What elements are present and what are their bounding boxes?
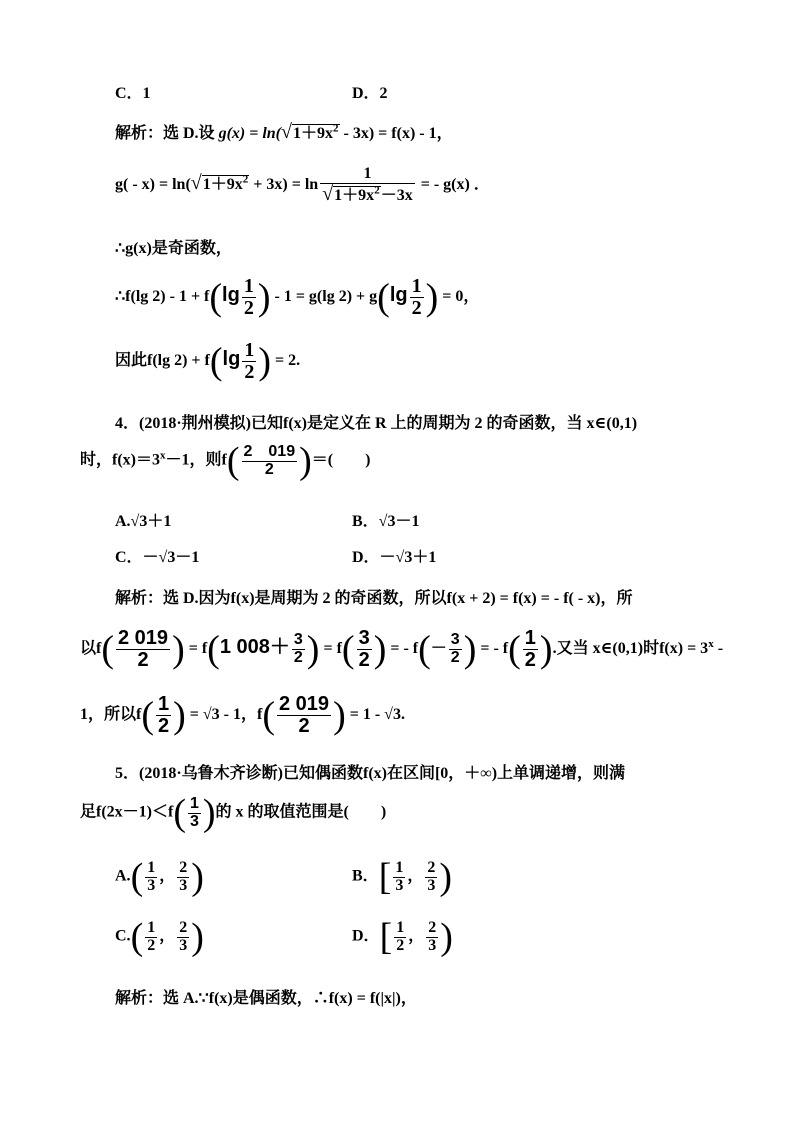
q3-solution-line-2: $g( - x) = \ln(√1+9x^2 + 3x) = \ln$ $\frac{1}{√1+9x^2-3x}$ = - g(x) ． (115, 165, 490, 205)
q3-solution-line-1: 解析：选 D.设 $g(x) = \ln(√1+9x^2 - 3x) = f(x) - 1$， (115, 121, 453, 143)
q5-stem-line-2: 足f(2x－1)＜f( $\frac{1}{3}$ )的 x 的取值范围是( ) (80, 792, 387, 834)
q5-option-c: C.( $\frac{1}{2}$ ， $\frac{2}{3}$ ) (115, 916, 204, 958)
q4-solution-line-3: 1，所以f( $\frac{1}{2}$ ) = √3 - 1，f( $\frac{2 019}{2}$ ) = 1 - √3. (80, 693, 405, 737)
q5-option-b: B．[ $\frac{1}{3}$ ， $\frac{2}{3}$ ) (352, 856, 453, 898)
q5-option-a: A.( $\frac{1}{3}$ ， $\frac{2}{3}$ ) (115, 856, 204, 898)
q4-solution-line-2: 以f( $\frac{2 019}{2}$ ) = f(1 008＋ $\frac{3}{2}$ ) = f( $\frac{3}{2}$ ) = - f(－ $\frac{3}{2}$ ) = - f( $\frac{1}{2}$ ).又当 x∈(0,1)时$f(x) = 3^x$ - (80, 627, 724, 671)
q4-option-c: C．－√3－1 (115, 549, 200, 566)
q5-stem-line-1: 5．(2018·乌鲁木齐诊断)已知偶函数f(x)在区间[0，＋∞)上单调递增，则满 (115, 765, 626, 782)
q4-stem-line-1: 4．(2018·荆州模拟)已知f(x)是定义在 R 上的周期为 2 的奇函数，当 x∈(0,1) (115, 415, 638, 432)
q5-option-d: D．[ $\frac{1}{2}$ ， $\frac{2}{3}$ ) (352, 916, 453, 958)
q3-solution-line-4: ∴f(lg 2) - 1 + f(lg $\frac{1}{2}$ ) - 1 = g(lg 2) + g(lg $\frac{1}{2}$ ) = 0， (115, 275, 480, 319)
q3-option-c: C．1 (115, 85, 151, 102)
q5-solution-line-1: 解析：选 A.∵f(x)是偶函数，∴f(x) = f(|x|)， (115, 990, 417, 1007)
q4-option-b: B．√3－1 (352, 513, 420, 530)
q3-solution-line-3: ∴g(x)是奇函数， (115, 240, 232, 257)
q4-stem-line-2: 时，$f(x)=3^x-1$，则f( $\frac{2 019}{2}$ )＝( ) (80, 440, 371, 482)
q4-solution-line-1: 解析：选 D.因为f(x)是周期为 2 的奇函数，所以f(x + 2) = f(x) = - f( - x)，所 (115, 590, 633, 607)
q3-option-d: D．2 (352, 85, 388, 102)
q3-solution-line-5: 因此f(lg 2) + f(lg $\frac{1}{2}$ ) = 2. (115, 339, 301, 383)
q4-option-a: A.√3＋1 (115, 513, 172, 530)
q4-option-d: D．－√3＋1 (352, 549, 437, 566)
